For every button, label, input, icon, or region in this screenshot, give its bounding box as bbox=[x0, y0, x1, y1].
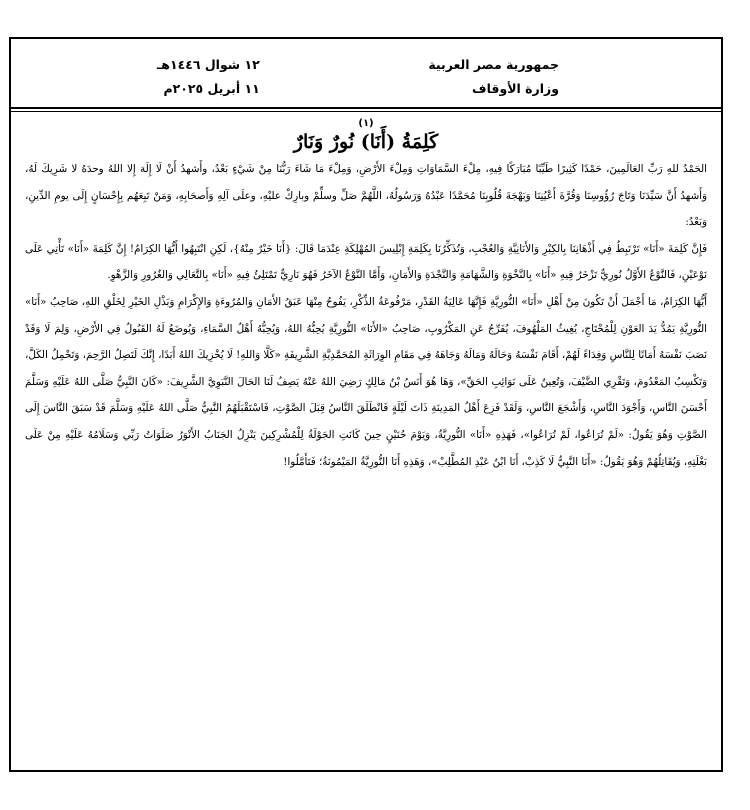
document-body bbox=[11, 111, 721, 772]
document-frame bbox=[9, 37, 723, 772]
hijri-date: ١٢ شوال ١٤٤٦هـ bbox=[157, 57, 260, 72]
gregorian-date: ١١ أبريل ٢٠٢٥م bbox=[163, 81, 260, 96]
country-name: جمهورية مصر العربية bbox=[428, 57, 559, 72]
ministry-name: وزارة الأوقاف bbox=[472, 81, 559, 96]
paragraph-intro: فَإِنَّ كَلِمَةَ «أَنَا» تَرْتَبِطُ فِي أَذْهَانِنَا بِالكِبْرِ وَالأَنَانِيَّةِ وَالعُجْبِ، وَتُذَكِّرُنَا بِكَلِمَةِ إِبْلِيسَ المُهْلِكَةِ عِنْدَمَا قَالَ: {أَنَا خَيْرٌ مِنْهُ}، لَكِنِ انْتَبِهُوا أَيُّهَا الكِرَامُ! إِنَّ كَلِمَةَ «أَنَا» تَأْتِي عَلَى نَوْعَيْنِ، فَالنَّوْعُ الأَوَّلُ نُورِيٌّ تَزْخَرُ فِيهِ «أَنَا» بِالنَّخْوَةِ وَالشَّهَامَةِ وَالنَّجْدَةِ وَالأَمَانِ، وَأَمَّا النَّوْعُ الآخَرُ فَهُوَ نَارِيٌّ تَمْتَلِئُ فِيهِ «أَنَا» بِالتَّعَالِي وَالغُرُورِ وَالزَّهْوِ. bbox=[25, 242, 707, 282]
paragraph-main: أَيُّهَا الكِرَامُ، مَا أَجْمَلَ أَنْ تَكُونَ مِنْ أَهْلِ «أَنَا» النُّورِيَّةِ فَإِنَّهَا عَالِيَةُ القَدْرِ، مَرْفُوعَةُ الذِّكْرِ، يَفُوحُ مِنْهَا عَبَقُ الأَمَانِ وَالمُرُوءَةِ وَالإِكْرَامِ وَبَذْلِ الخَيْرِ لِخَلْقِ اللهِ، صَاحِبُ «أَنَا» النُّورِيَّةِ يَمُدُّ يَدَ العَوْنِ لِلْمُحْتَاجِ، يُغِيثُ المَلْهُوفَ، يُفَرِّجُ عَنِ المَكْرُوبِ، صَاحِبُ «الأَنَا» النُّورِيَّةِ يُحِبُّهُ اللهُ، وَيُحِبُّهُ أَهْلُ السَّمَاءِ، وَيُوضَعُ لَهُ القَبُولُ فِي الأَرْضِ، وَلِمَ لَا وَقَدْ نَصَبَ نَفْسَهُ أَمَانًا لِلنَّاسِ وَفِدَاءً لَهُمْ، أَقَامَ نَفْسَهُ وَحَالَهُ وَمَالَهُ وَجَاهَهُ فِي مَقَامِ الوِرَاثَةِ المُحَمَّدِيَّةِ الشَّرِيفَةِ «كَلَّا وَاللهِ! لَا يُخْزِيكَ اللهُ أَبَدًا، إِنَّكَ لَتَصِلُ الرَّحِمَ، وَتَحْمِلُ الكَلَّ، وَتَكْسِبُ المَعْدُومَ، وَتَقْرِي الضَّيْفَ، وَتُعِينُ عَلَى نَوَائِبِ الحَقِّ»، وَهَا هُوَ أَنَسُ بْنُ مَالِكٍ رَضِيَ اللهُ عَنْهُ يَصِفُ لَنَا الحَالَ النَّبَوِيَّ الشَّرِيفَ: «كَانَ النَّبِيُّ صَلَّى اللهُ عَلَيْهِ وَسَلَّمَ أَحْسَنَ النَّاسِ، وَأَجْوَدَ النَّاسِ، وَأَشْجَعَ النَّاسِ، وَلَقَدْ فَزِعَ أَهْلُ المَدِينَةِ ذَاتَ لَيْلَةٍ فَانْطَلَقَ النَّاسُ قِبَلَ الصَّوْتِ، فَاسْتَقْبَلَهُمُ النَّبِيُّ صَلَّى اللهُ عَلَيْهِ وَسَلَّمَ قَدْ سَبَقَ النَّاسَ إِلَى الصَّوْتِ وَهُوَ يَقُولُ: «لَمْ تُرَاعُوا، لَمْ تُرَاعُوا»، فَهَذِهِ «أَنَا» النُّورِيَّةُ، وَيَوْمَ حُنَيْنٍ حِينَ كَانَتِ الجَوْلَةُ لِلْمُشْرِكِينَ يَنْزِلُ الجَنَابُ الأَنْوَرُ صَلَوَاتُ رَبِّي وَسَلَامُهُ عَلَيْهِ مِنْ عَلَى بَغْلَتِهِ، وَيُقَاتِلُهُمْ وَهُوَ يَقُولُ: «أَنَا النَّبِيُّ لَا كَذِبْ، أَنَا ابْنُ عَبْدِ المُطَّلِبْ»، وَهَذِهِ أَنَا النُّورِيَّةُ المَيْمُونَةُ؛ فَتَأَمَّلُوا! bbox=[25, 295, 707, 468]
document-header bbox=[11, 39, 721, 109]
date-block bbox=[157, 53, 260, 101]
page-number: (١) bbox=[358, 118, 374, 129]
issuer-block bbox=[428, 53, 559, 101]
sermon-title: كَلِمَةُ (أَنَا) نُورٌ وَنَارٌ bbox=[293, 131, 439, 153]
paragraph-opening: الحَمْدُ للهِ رَبِّ العَالَمِينَ، حَمْدًا كَثِيرًا طَيِّبًا مُبَارَكًا فِيهِ، مِلْءَ السَّمَاوَاتِ وَمِلْءَ الأَرْضِ، وَمِلْءَ مَا شَاءَ رَبُّنَا مِنْ شَيْءٍ بَعْدُ، وأَشهدُ أَنْ لَا إِلَهَ إِلا اللهُ وحدَهُ لا شَرِيكَ لَهُ، وَأَشهدُ أَنَّ سَيِّدَنَا وَتَاجَ رُؤُوسِنَا وَقُرَّةَ أَعْيُنِنَا وَبَهْجَةَ قُلُوبِنَا مُحَمَّدًا عَبْدُهُ وَرَسُولُهُ، اللَّهُمَّ صَلِّ وسلِّمْ وبارِكْ عليْهِ، وعلَى آلِهِ وَأَصحَابِهِ، وَمَنْ تَبِعَهُم بِإِحْسَانٍ إِلَى يومِ الدِّينِ، وَبَعْدُ: bbox=[25, 163, 707, 229]
